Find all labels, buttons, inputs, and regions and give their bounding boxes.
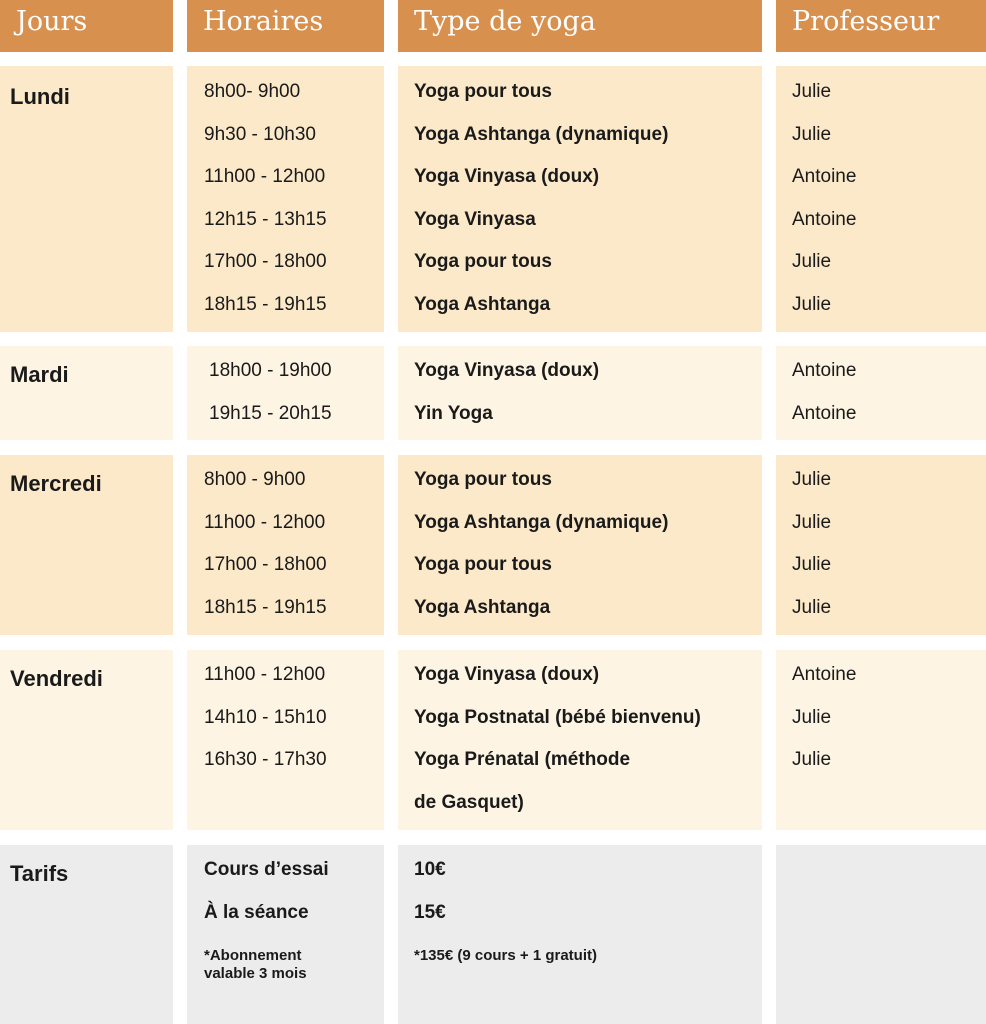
- teacher-name: Julie: [792, 749, 832, 771]
- time-slot: 8h00- 9h00: [204, 81, 301, 102]
- teacher-name: Antoine: [792, 402, 857, 424]
- time-slot: 11h00 - 12h00: [204, 166, 326, 188]
- tarif-price: 10€: [414, 859, 446, 880]
- mardi-types-cell: [398, 346, 762, 440]
- yoga-type: Yoga Vinyasa (doux): [414, 360, 600, 381]
- day-label-vendredi: Vendredi: [10, 666, 103, 691]
- yoga-type: Yoga Vinyasa: [414, 208, 536, 230]
- teacher-name: Antoine: [792, 664, 857, 685]
- vendredi-day-cell: [0, 650, 173, 830]
- time-slot: 9h30 - 10h30: [204, 123, 316, 145]
- day-label-mercredi: Mercredi: [10, 471, 102, 496]
- lundi-types-cell: [398, 66, 762, 332]
- tarif-label: Cours d’essai: [204, 859, 329, 880]
- time-slot: 17h00 - 18h00: [204, 251, 327, 273]
- vendredi-times-cell: [187, 650, 384, 830]
- time-slot: 17h00 - 18h00: [204, 554, 327, 576]
- yoga-type: Yoga pour tous: [414, 81, 552, 102]
- time-slot: 12h15 - 13h15: [204, 208, 327, 230]
- lundi-teachers-cell: [776, 66, 986, 332]
- yoga-type: Yoga Ashtanga: [414, 293, 551, 315]
- yoga-type: Yoga pour tous: [414, 554, 552, 576]
- yoga-type: Yoga pour tous: [414, 251, 552, 273]
- yoga-type: Yin Yoga: [414, 402, 493, 424]
- header-jours: Jours: [0, 0, 173, 52]
- time-slot: 16h30 - 17h30: [204, 749, 327, 771]
- mercredi-day-cell: [0, 455, 173, 635]
- mardi-times-cell: [187, 346, 384, 440]
- subscription-label: *Abonnement valable 3 mois: [204, 947, 307, 982]
- mercredi-types-cell: [398, 455, 762, 635]
- tarifs-prices: [414, 849, 446, 934]
- time-slot: 11h00 - 12h00: [204, 511, 326, 533]
- tarifs-empty-cell: [776, 845, 986, 1024]
- mardi-teachers-cell: [776, 346, 986, 440]
- teacher-name: Julie: [792, 123, 832, 145]
- time-slot: 11h00 - 12h00: [204, 664, 326, 685]
- yoga-type: Yoga pour tous: [414, 469, 552, 490]
- vendredi-times: [204, 654, 327, 782]
- mardi-types: [414, 350, 599, 435]
- yoga-type: Yoga Vinyasa (doux): [414, 664, 600, 685]
- mardi-times: [209, 350, 332, 435]
- teacher-name: Julie: [792, 469, 832, 490]
- vendredi-types-cell: [398, 650, 762, 830]
- lundi-day-cell: [0, 66, 173, 332]
- yoga-type: de Gasquet): [414, 791, 524, 813]
- time-slot: 18h15 - 19h15: [204, 596, 327, 618]
- yoga-type: Yoga Ashtanga (dynamique): [414, 123, 669, 145]
- time-slot: 18h00 - 19h00: [209, 360, 332, 381]
- teacher-name: Julie: [792, 293, 832, 315]
- time-slot: 19h15 - 20h15: [209, 402, 332, 424]
- mercredi-times: [204, 459, 327, 629]
- teacher-name: Julie: [792, 554, 832, 576]
- header-professeur: Professeur: [776, 0, 986, 52]
- teacher-name: Antoine: [792, 360, 857, 381]
- vendredi-types: [414, 654, 701, 824]
- vendredi-teachers: [792, 654, 856, 782]
- time-slot: 14h10 - 15h10: [204, 706, 327, 728]
- teacher-name: Julie: [792, 706, 832, 728]
- lundi-types: [414, 71, 668, 327]
- mardi-teachers: [792, 350, 856, 435]
- lundi-teachers: [792, 71, 856, 327]
- mercredi-times-cell: [187, 455, 384, 635]
- time-slot: 8h00 - 9h00: [204, 469, 306, 490]
- tarif-label: À la séance: [204, 901, 309, 923]
- teacher-name: Antoine: [792, 166, 857, 188]
- yoga-type: Yoga Postnatal (bébé bienvenu): [414, 706, 701, 728]
- teacher-name: Julie: [792, 251, 832, 273]
- tarif-price: 15€: [414, 901, 446, 923]
- teacher-name: Julie: [792, 511, 832, 533]
- tarifs-label: Tarifs: [10, 861, 69, 886]
- tarifs-label-cell: [0, 845, 173, 1024]
- mardi-day-cell: [0, 346, 173, 440]
- header-horaires: Horaires: [187, 0, 384, 52]
- lundi-times-cell: [187, 66, 384, 332]
- teacher-name: Julie: [792, 596, 832, 618]
- lundi-times: [204, 71, 327, 327]
- yoga-type: Yoga Ashtanga: [414, 596, 551, 618]
- tarifs-prices-cell: [398, 845, 762, 1024]
- yoga-type: Yoga Ashtanga (dynamique): [414, 511, 669, 533]
- header-type-de-yoga: Type de yoga: [398, 0, 762, 52]
- teacher-name: Julie: [792, 81, 832, 102]
- vendredi-teachers-cell: [776, 650, 986, 830]
- time-slot: 18h15 - 19h15: [204, 293, 327, 315]
- day-label-lundi: Lundi: [10, 84, 70, 109]
- day-label-mardi: Mardi: [10, 362, 69, 387]
- yoga-type: Yoga Prénatal (méthode: [414, 749, 631, 771]
- mercredi-teachers: [792, 459, 831, 629]
- mercredi-teachers-cell: [776, 455, 986, 635]
- subscription-price: *135€ (9 cours + 1 gratuit): [414, 947, 597, 964]
- tarifs-types: [204, 849, 329, 934]
- yoga-type: Yoga Vinyasa (doux): [414, 166, 600, 188]
- teacher-name: Antoine: [792, 208, 857, 230]
- tarifs-types-cell: [187, 845, 384, 1024]
- mercredi-types: [414, 459, 668, 629]
